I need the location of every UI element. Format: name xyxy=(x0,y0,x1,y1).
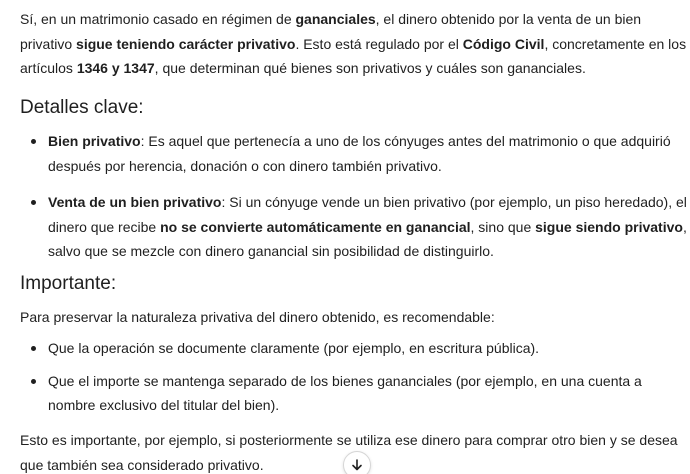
details-heading: Detalles clave: xyxy=(20,97,144,118)
list-item-bold: no se convierte automáticamente en ganancial xyxy=(160,218,471,235)
list-item-text: , sino que xyxy=(470,218,536,235)
list-item: Que la operación se documente claramente (por ejemplo, en escritura pública). xyxy=(20,336,688,361)
intro-bold-caracter: sigue teniendo carácter privativo xyxy=(76,35,296,52)
list-item-text: : Es aquel que pertenecía a uno de los cónyuges antes del matrimonio o que adquirió después por herencia, donación o con dinero también privativo. xyxy=(48,133,671,174)
intro-bold-articulos: 1346 y 1347 xyxy=(76,60,155,76)
intro-bold-gananciales: gananciales xyxy=(295,11,376,27)
scroll-to-bottom-button[interactable] xyxy=(343,451,371,474)
details-list xyxy=(20,129,688,264)
closing-paragraph: Esto es importante, por ejemplo, si posteriormente se utiliza ese dinero para comprar otro bien y se desea que también sea considerado privativo. xyxy=(20,432,678,473)
list-item-bold: Bien privativo xyxy=(48,133,141,149)
list-item-bold: sigue siendo privativo xyxy=(535,218,683,235)
intro-bold-codigo-civil: Código Civil xyxy=(462,35,545,52)
important-intro: Para preservar la naturaleza privativa del dinero obtenido, es recomendable: xyxy=(20,309,495,325)
intro-text: Sí, en un matrimonio casado en régimen de xyxy=(20,11,296,27)
important-list xyxy=(20,336,688,418)
intro-text: . Esto está regulado por el xyxy=(295,35,463,52)
list-item-bold: Venta de un bien privativo xyxy=(48,194,222,210)
intro-text: , concretamente en los artículos xyxy=(20,35,687,76)
intro-paragraph xyxy=(20,7,688,81)
arrow-down-icon xyxy=(350,458,364,472)
list-item: Que el importe se mantenga separado de los bienes gananciales (por ejemplo, en una cuenta a nombre exclusivo del titular del bien). xyxy=(20,369,688,418)
intro-text: , que determinan qué bienes son privativos y cuáles son gananciales. xyxy=(154,60,586,76)
list-item xyxy=(20,129,688,178)
list-item xyxy=(20,190,688,264)
list-item-text: , salvo que se mezcle con dinero ganancial sin posibilidad de distinguirlo. xyxy=(48,218,687,259)
important-heading: Importante: xyxy=(20,273,117,294)
intro-text: , el dinero obtenido por la venta de un bien privativo xyxy=(20,11,642,52)
list-item-text: : Si un cónyuge vende un bien privativo (por ejemplo, un piso heredado), el dinero que recibe xyxy=(48,194,687,235)
